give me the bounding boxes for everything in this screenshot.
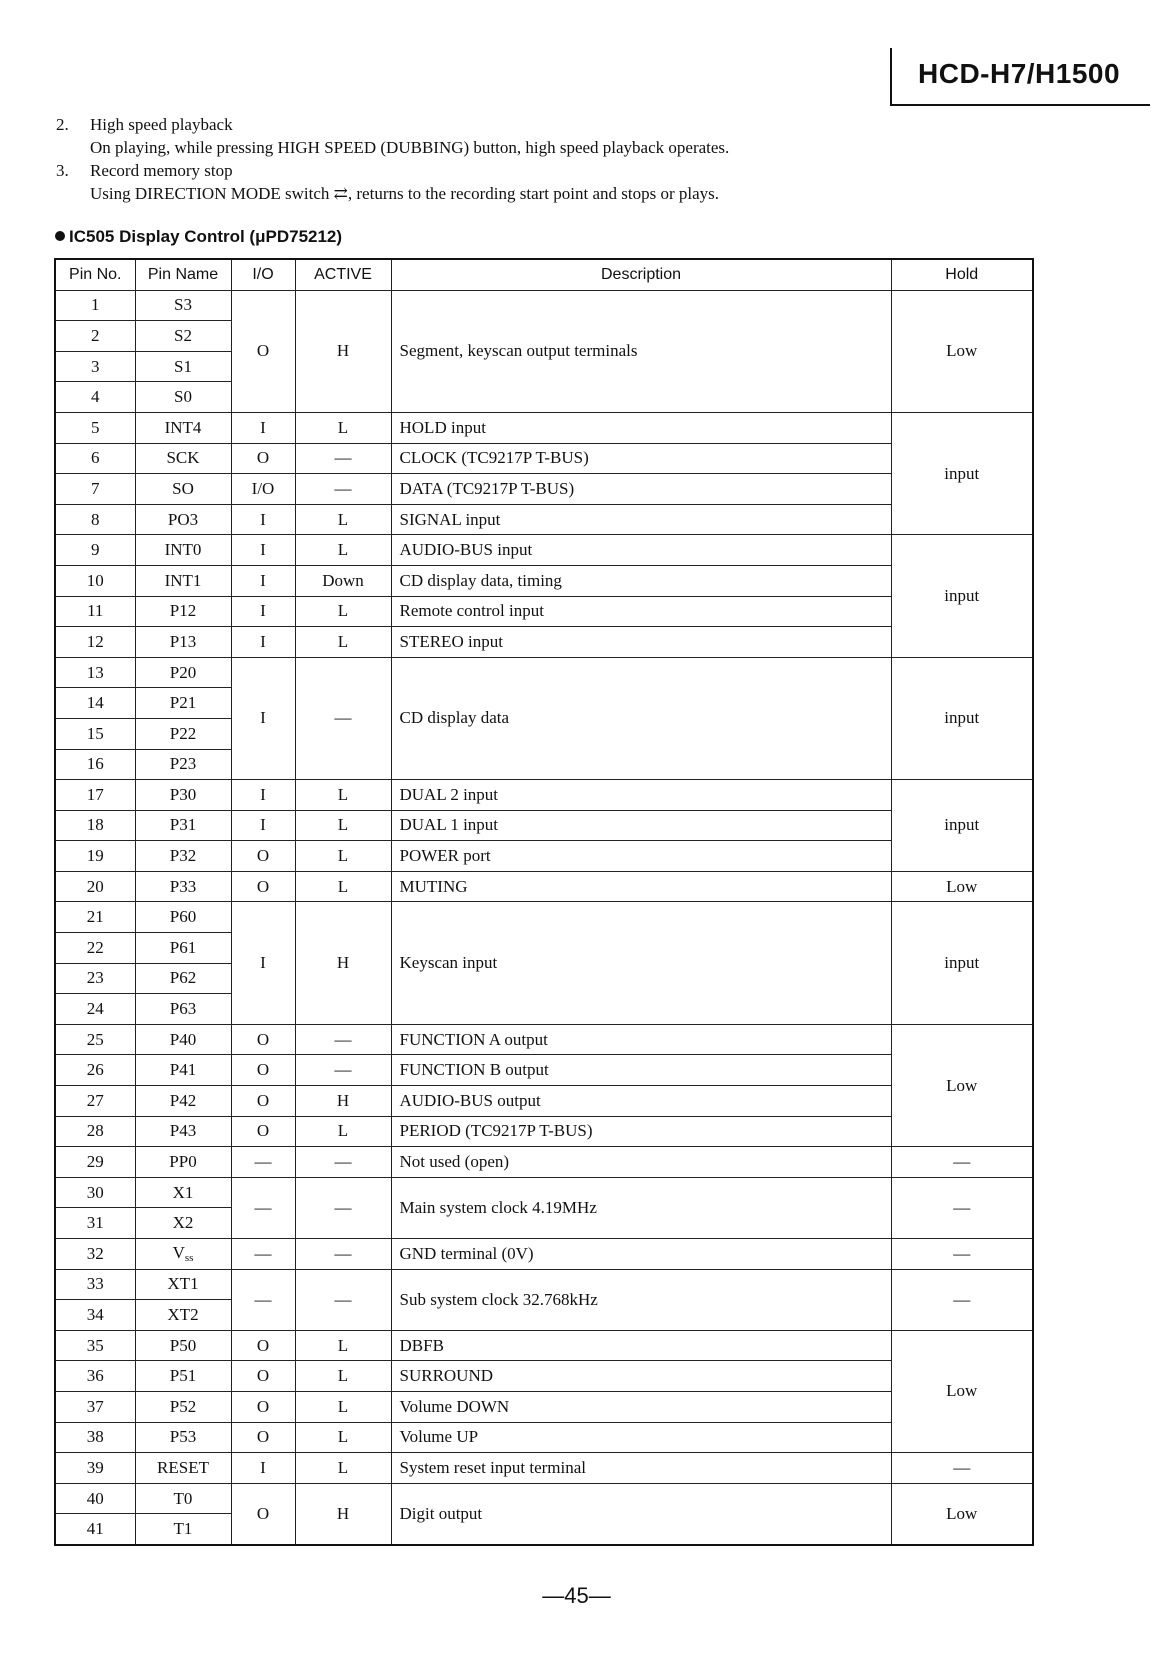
- pin-hold: input: [891, 780, 1033, 872]
- pin-number: 21: [55, 902, 135, 933]
- table-row: [55, 1239, 1033, 1270]
- pin-description: GND terminal (0V): [391, 1239, 891, 1270]
- pin-io: O: [231, 1422, 295, 1453]
- pin-description: HOLD input: [391, 412, 891, 443]
- pin-name: S3: [135, 290, 231, 321]
- pin-name: X2: [135, 1208, 231, 1239]
- pin-number: 31: [55, 1208, 135, 1239]
- pin-hold: input: [891, 535, 1033, 657]
- table-header-row: [55, 259, 1033, 290]
- pin-hold: —: [891, 1239, 1033, 1270]
- table-row: [55, 810, 1033, 841]
- pin-number: 23: [55, 963, 135, 994]
- pin-name: INT4: [135, 412, 231, 443]
- pin-number: 29: [55, 1147, 135, 1178]
- pin-name: T1: [135, 1514, 231, 1545]
- pin-hold: input: [891, 412, 1033, 534]
- pin-name: SCK: [135, 443, 231, 474]
- pin-name: [135, 1239, 231, 1270]
- pin-hold: Low: [891, 290, 1033, 412]
- pin-description: CLOCK (TC9217P T-BUS): [391, 443, 891, 474]
- pin-active: L: [295, 871, 391, 902]
- pin-io: O: [231, 1330, 295, 1361]
- table-row: [55, 412, 1033, 443]
- pin-number: 9: [55, 535, 135, 566]
- pin-active: —: [295, 443, 391, 474]
- pin-description: FUNCTION B output: [391, 1055, 891, 1086]
- pin-name: XT2: [135, 1300, 231, 1331]
- pin-number: 18: [55, 810, 135, 841]
- table-row: [55, 871, 1033, 902]
- pin-name: P32: [135, 841, 231, 872]
- pin-description: AUDIO-BUS input: [391, 535, 891, 566]
- pin-hold: Low: [891, 1330, 1033, 1452]
- pin-hold: Low: [891, 871, 1033, 902]
- table-row: [55, 1330, 1033, 1361]
- pin-io: I: [231, 657, 295, 779]
- pin-name: INT0: [135, 535, 231, 566]
- pin-active: —: [295, 1055, 391, 1086]
- pin-description: DBFB: [391, 1330, 891, 1361]
- pin-io: I: [231, 627, 295, 658]
- pin-name: XT1: [135, 1269, 231, 1300]
- pin-name: P41: [135, 1055, 231, 1086]
- pin-number: 1: [55, 290, 135, 321]
- header-rule-horizontal: [890, 104, 1150, 106]
- pin-name: P12: [135, 596, 231, 627]
- pin-description: DUAL 1 input: [391, 810, 891, 841]
- pin-io: I: [231, 504, 295, 535]
- pin-number: 8: [55, 504, 135, 535]
- note-number: 2.: [56, 115, 69, 134]
- pin-number: 13: [55, 657, 135, 688]
- pin-name: P23: [135, 749, 231, 780]
- pin-io: I: [231, 535, 295, 566]
- pin-number: 37: [55, 1391, 135, 1422]
- pin-number: 30: [55, 1177, 135, 1208]
- pin-active: L: [295, 535, 391, 566]
- pin-name: P42: [135, 1086, 231, 1117]
- pin-name: S2: [135, 321, 231, 352]
- pin-io: O: [231, 1086, 295, 1117]
- pin-name: P53: [135, 1422, 231, 1453]
- pin-name: S1: [135, 351, 231, 382]
- pin-io: I: [231, 596, 295, 627]
- pin-description: Main system clock 4.19MHz: [391, 1177, 891, 1238]
- pin-io: —: [231, 1147, 295, 1178]
- pin-name: P43: [135, 1116, 231, 1147]
- pin-description: Segment, keyscan output terminals: [391, 290, 891, 412]
- pin-active: —: [295, 1177, 391, 1238]
- note-3: [56, 159, 729, 205]
- pin-name: P13: [135, 627, 231, 658]
- pin-active: L: [295, 504, 391, 535]
- table-row: [55, 1116, 1033, 1147]
- pin-table: [54, 258, 1034, 1546]
- pin-name: P20: [135, 657, 231, 688]
- pin-hold: input: [891, 657, 1033, 779]
- table-row: [55, 1269, 1033, 1300]
- pin-number: 7: [55, 474, 135, 505]
- note-title: Record memory stop: [90, 161, 233, 180]
- table-row: [55, 1086, 1033, 1117]
- pin-active: Down: [295, 565, 391, 596]
- pin-name: P60: [135, 902, 231, 933]
- pin-number: 20: [55, 871, 135, 902]
- note-2: [56, 113, 729, 159]
- pin-name-text: V: [172, 1243, 185, 1263]
- pin-number: 12: [55, 627, 135, 658]
- note-title: High speed playback: [90, 115, 233, 134]
- pin-active: L: [295, 780, 391, 811]
- pin-hold: —: [891, 1177, 1033, 1238]
- pin-active: —: [295, 1239, 391, 1270]
- pin-number: 5: [55, 412, 135, 443]
- col-description: Description: [391, 259, 891, 290]
- pin-name: PP0: [135, 1147, 231, 1178]
- pin-active: —: [295, 657, 391, 779]
- pin-active: L: [295, 1453, 391, 1484]
- pin-name-subscript: ss: [184, 1252, 194, 1265]
- pin-name: P50: [135, 1330, 231, 1361]
- pin-description: Volume UP: [391, 1422, 891, 1453]
- pin-number: 17: [55, 780, 135, 811]
- pin-description: DUAL 2 input: [391, 780, 891, 811]
- pin-active: —: [295, 1024, 391, 1055]
- table-row: [55, 1483, 1033, 1514]
- pin-number: 2: [55, 321, 135, 352]
- pin-description: Digit output: [391, 1483, 891, 1545]
- section-heading: [55, 227, 342, 247]
- pin-number: 16: [55, 749, 135, 780]
- pin-name: P21: [135, 688, 231, 719]
- pin-name: RESET: [135, 1453, 231, 1484]
- pin-number: 39: [55, 1453, 135, 1484]
- table-row: [55, 504, 1033, 535]
- pin-number: 24: [55, 994, 135, 1025]
- pin-description: SURROUND: [391, 1361, 891, 1392]
- pin-io: O: [231, 1361, 295, 1392]
- col-active: ACTIVE: [295, 259, 391, 290]
- pin-description: DATA (TC9217P T-BUS): [391, 474, 891, 505]
- notes-block: [56, 113, 729, 205]
- pin-name: P22: [135, 718, 231, 749]
- pin-number: 15: [55, 718, 135, 749]
- pin-io: —: [231, 1269, 295, 1330]
- pin-number: 38: [55, 1422, 135, 1453]
- pin-description: POWER port: [391, 841, 891, 872]
- table-row: [55, 1422, 1033, 1453]
- pin-number: 40: [55, 1483, 135, 1514]
- pin-number: 25: [55, 1024, 135, 1055]
- pin-hold: —: [891, 1147, 1033, 1178]
- pin-description: Sub system clock 32.768kHz: [391, 1269, 891, 1330]
- pin-active: H: [295, 1483, 391, 1545]
- pin-description: CD display data: [391, 657, 891, 779]
- pin-active: —: [295, 1147, 391, 1178]
- pin-name: T0: [135, 1483, 231, 1514]
- pin-name: P63: [135, 994, 231, 1025]
- note-text: On playing, while pressing HIGH SPEED (DUBBING) button, high speed playback operates.: [90, 138, 730, 157]
- pin-active: L: [295, 1330, 391, 1361]
- table-row: [55, 474, 1033, 505]
- pin-name: P52: [135, 1391, 231, 1422]
- table-row: [55, 1177, 1033, 1208]
- table-row: [55, 902, 1033, 933]
- pin-hold: Low: [891, 1024, 1033, 1146]
- table-row: [55, 1361, 1033, 1392]
- table-row: [55, 290, 1033, 321]
- pin-io: —: [231, 1239, 295, 1270]
- pin-description: AUDIO-BUS output: [391, 1086, 891, 1117]
- pin-number: 22: [55, 933, 135, 964]
- pin-name: P31: [135, 810, 231, 841]
- table-row: [55, 1391, 1033, 1422]
- pin-number: 32: [55, 1239, 135, 1270]
- pin-name: S0: [135, 382, 231, 413]
- col-pin-no: Pin No.: [55, 259, 135, 290]
- pin-io: I: [231, 565, 295, 596]
- pin-io: O: [231, 443, 295, 474]
- pin-io: —: [231, 1177, 295, 1238]
- pin-description: CD display data, timing: [391, 565, 891, 596]
- page-number: —45—: [542, 1583, 611, 1608]
- pin-description: MUTING: [391, 871, 891, 902]
- pin-hold: —: [891, 1269, 1033, 1330]
- pin-name: X1: [135, 1177, 231, 1208]
- pin-number: 11: [55, 596, 135, 627]
- pin-hold: —: [891, 1453, 1033, 1484]
- col-hold: Hold: [891, 259, 1033, 290]
- pin-active: L: [295, 412, 391, 443]
- pin-number: 10: [55, 565, 135, 596]
- col-pin-name: Pin Name: [135, 259, 231, 290]
- pin-hold: input: [891, 902, 1033, 1024]
- table-row: [55, 657, 1033, 688]
- pin-active: L: [295, 1422, 391, 1453]
- pin-description: FUNCTION A output: [391, 1024, 891, 1055]
- pin-io: O: [231, 841, 295, 872]
- table-row: [55, 780, 1033, 811]
- table-row: [55, 1147, 1033, 1178]
- pin-active: L: [295, 596, 391, 627]
- pin-io: I: [231, 902, 295, 1024]
- pin-number: 6: [55, 443, 135, 474]
- pin-name: SO: [135, 474, 231, 505]
- pin-active: H: [295, 1086, 391, 1117]
- pin-io: O: [231, 1116, 295, 1147]
- pin-number: 26: [55, 1055, 135, 1086]
- note-number: 3.: [56, 161, 69, 180]
- pin-active: H: [295, 902, 391, 1024]
- pin-io: O: [231, 1391, 295, 1422]
- pin-name: P62: [135, 963, 231, 994]
- pin-io: O: [231, 1055, 295, 1086]
- pin-io: O: [231, 1483, 295, 1545]
- pin-active: —: [295, 474, 391, 505]
- pin-io: O: [231, 1024, 295, 1055]
- pin-name: P61: [135, 933, 231, 964]
- table-row: [55, 443, 1033, 474]
- pin-description: Remote control input: [391, 596, 891, 627]
- pin-number: 35: [55, 1330, 135, 1361]
- pin-active: L: [295, 627, 391, 658]
- table-row: [55, 565, 1033, 596]
- pin-number: 27: [55, 1086, 135, 1117]
- pin-name: P30: [135, 780, 231, 811]
- pin-active: L: [295, 1361, 391, 1392]
- pin-io: I/O: [231, 474, 295, 505]
- model-title: HCD-H7/H1500: [918, 58, 1121, 89]
- pin-name: INT1: [135, 565, 231, 596]
- table-row: [55, 1024, 1033, 1055]
- pin-active: L: [295, 1116, 391, 1147]
- pin-number: 3: [55, 351, 135, 382]
- pin-active: H: [295, 290, 391, 412]
- table-row: [55, 596, 1033, 627]
- pin-name: P40: [135, 1024, 231, 1055]
- pin-number: 14: [55, 688, 135, 719]
- pin-number: 41: [55, 1514, 135, 1545]
- table-row: [55, 841, 1033, 872]
- pin-number: 33: [55, 1269, 135, 1300]
- pin-active: L: [295, 1391, 391, 1422]
- table-row: [55, 1055, 1033, 1086]
- pin-description: Keyscan input: [391, 902, 891, 1024]
- pin-number: 19: [55, 841, 135, 872]
- pin-active: L: [295, 841, 391, 872]
- pin-number: 28: [55, 1116, 135, 1147]
- header-rule-vertical: [890, 48, 892, 106]
- pin-active: L: [295, 810, 391, 841]
- pin-number: 36: [55, 1361, 135, 1392]
- pin-io: O: [231, 871, 295, 902]
- pin-description: PERIOD (TC9217P T-BUS): [391, 1116, 891, 1147]
- pin-description: STEREO input: [391, 627, 891, 658]
- pin-number: 34: [55, 1300, 135, 1331]
- pin-io: I: [231, 1453, 295, 1484]
- pin-description: SIGNAL input: [391, 504, 891, 535]
- pin-description: Not used (open): [391, 1147, 891, 1178]
- note-text: Using DIRECTION MODE switch ⇄, returns to the recording start point and stops or plays.: [90, 184, 719, 203]
- pin-hold: Low: [891, 1483, 1033, 1545]
- pin-name: PO3: [135, 504, 231, 535]
- table-row: [55, 627, 1033, 658]
- col-io: I/O: [231, 259, 295, 290]
- pin-description: Volume DOWN: [391, 1391, 891, 1422]
- table-row: [55, 535, 1033, 566]
- pin-name: P33: [135, 871, 231, 902]
- table-row: [55, 1453, 1033, 1484]
- pin-name: P51: [135, 1361, 231, 1392]
- pin-description: System reset input terminal: [391, 1453, 891, 1484]
- pin-active: —: [295, 1269, 391, 1330]
- section-title: IC505 Display Control (μPD75212): [69, 227, 343, 246]
- pin-io: I: [231, 810, 295, 841]
- pin-io: I: [231, 412, 295, 443]
- pin-io: O: [231, 290, 295, 412]
- bullet-icon: [55, 231, 65, 241]
- pin-number: 4: [55, 382, 135, 413]
- pin-io: I: [231, 780, 295, 811]
